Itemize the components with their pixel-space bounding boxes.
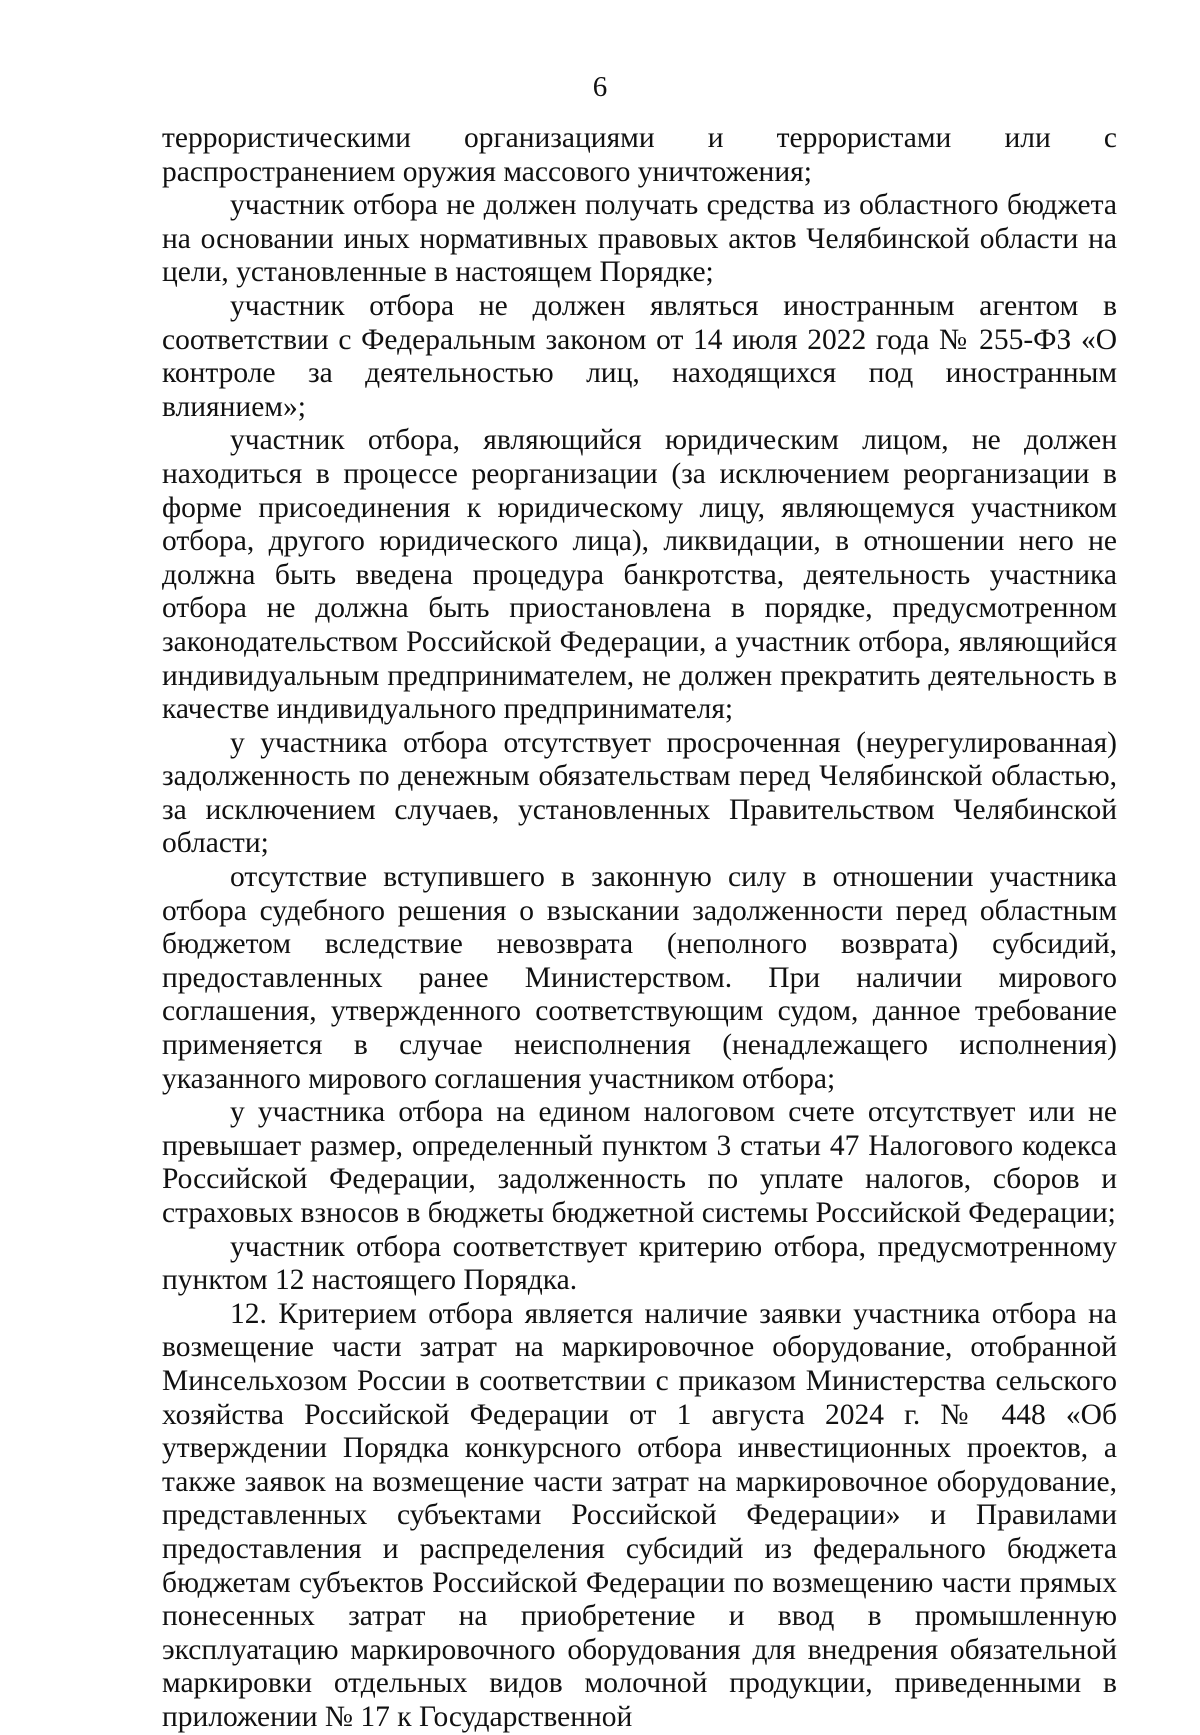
paragraph: у участника отбора отсутствует просроченная (неурегулированная) задолженность по денежным обязательствам перед Челябинской областью, за исключением случаев, установленных Правительством Челябинской области; (162, 726, 1117, 860)
paragraph: у участника отбора на едином налоговом счете отсутствует или не превышает размер, определенный пунктом 3 статьи 47 Налогового кодекса Российской Федерации, задолженность по уплате налогов, сборов и страховых взносов в бюджеты бюджетной системы Российской Федерации; (162, 1096, 1117, 1229)
document-body (162, 122, 1117, 1735)
paragraph: участник отбора, являющийся юридическим лицом, не должен находиться в процессе реорганизации (за исключением реорганизации в форме присоединения к юридическому лицу, являющемуся участником отбора, другого юридического лица), ликвидации, в отношении него не должна быть введена процедура банкротства, деятельность участника отбора не должна быть приостановлена в порядке, предусмотренном законодательством Российской Федерации, а участник отбора, являющийся индивидуальным предпринимателем, не должен прекратить деятельность в качестве индивидуального предпринимателя; (162, 424, 1117, 726)
paragraph: участник отбора не должен получать средства из областного бюджета на основании иных нормативных правовых актов Челябинской области на цели, установленные в настоящем Порядке; (162, 189, 1117, 289)
paragraph: отсутствие вступившего в законную силу в отношении участника отбора судебного решения о взыскании задолженности перед областным бюджетом вследствие невозврата (неполного возврата) субсидий, предоставленных ранее Министерством. При наличии мирового соглашения, утвержденного соответствующим судом, данное требование применяется в случае неисполнения (ненадлежащего исполнения) указанного мирового соглашения участником отбора; (162, 861, 1117, 1095)
paragraph: участник отбора не должен являться иностранным агентом в соответствии с Федеральным законом от 14 июля 2022 года № 255-ФЗ «О контроле за деятельностью лиц, находящихся под иностранным влиянием»; (162, 289, 1117, 423)
page-number: 6 (592, 71, 608, 103)
paragraph: участник отбора соответствует критерию отбора, предусмотренному пунктом 12 настоящего Порядка. (162, 1230, 1117, 1297)
paragraph-continuation: террористическими организациями и террористами или с распространением оружия массового уничтожения; (162, 122, 1117, 188)
paragraph-section-12: 12. Критерием отбора является наличие заявки участника отбора на возмещение части затрат на маркировочное оборудование, отобранной Минсельхозом России в соответствии с приказом Министерства сельского хозяйства Российской Федерации от 1 августа 2024 г. № 448 «Об утверждении Порядка конкурсного отбора инвестиционных проектов, а также заявок на возмещение части затрат на маркировочное оборудование, представленных субъектами Российской Федерации» и Правилами предоставления и распределения субсидий из федерального бюджета бюджетам субъектов Российской Федерации по возмещению части прямых понесенных затрат на приобретение и ввод в промышленную эксплуатацию маркировочного оборудования для внедрения обязательной маркировки отдельных видов молочной продукции, приведенными в приложении № 17 к Государственной (162, 1297, 1117, 1733)
